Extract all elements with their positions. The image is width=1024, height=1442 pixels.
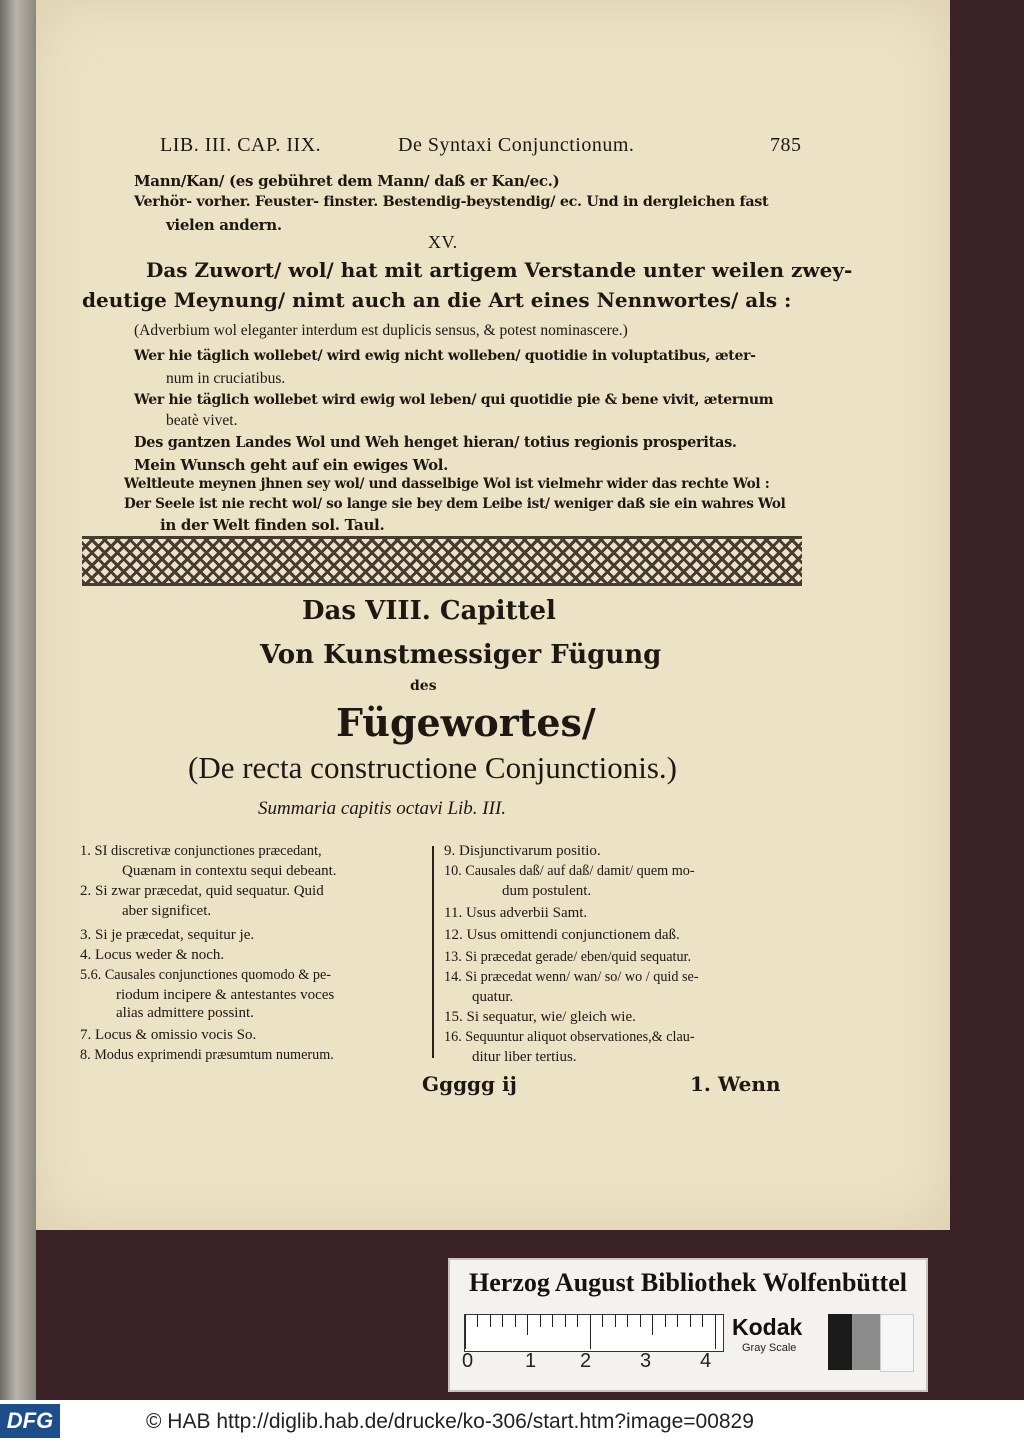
gray-scale-label: Gray Scale [742,1342,797,1354]
toc-left-item: riodum incipere & antestantes voces [116,987,335,1003]
dfg-logo[interactable]: DFG [0,1404,60,1438]
toc-right-item: 16. Sequuntur aliquot observationes,& clau- [444,1029,695,1045]
toc-left-item: 5.6. Causales conjunctiones quomodo & pe- [80,967,331,983]
book-page [36,0,950,1230]
copyright-link[interactable]: © HAB http://diglib.hab.de/drucke/ko-306/start.htm?image=00829 [146,1410,754,1433]
example-line: Weltleute meynen jhnen sey wol/ und dasselbige Wol ist vielmehr wider das rechte Wol : [124,476,770,492]
section-paragraph-line: Das Zuwort/ wol/ hat mit artigem Verstande unter weilen zwey- [146,258,853,282]
example-line: num in cruciatibus. [166,370,286,387]
measuring-ruler [464,1314,724,1352]
toc-right-item: ditur liber tertius. [472,1049,577,1065]
toc-right-item: 12. Usus omittendi conjunctionem daß. [444,927,680,943]
ruler-number: 1 [525,1350,537,1372]
catchword: 1. Wenn [690,1072,781,1096]
chapter-title: Das VIII. Capittel [302,596,556,626]
example-line: Wer hie täglich wollebet wird ewig wol leben/ qui quotidie pie & bene vivit, æternum [134,392,774,408]
section-numeral: XV. [428,232,458,252]
example-line: beatè vivet. [166,412,238,429]
toc-right-item: 9. Disjunctivarum positio. [444,843,601,859]
text-line: vielen andern. [166,216,282,234]
library-color-card [448,1258,928,1392]
chapter-subtitle: Von Kunstmessiger Fügung [260,640,662,670]
toc-right-item: 14. Si præcedat wenn/ wan/ so/ wo / quid se- [444,969,699,985]
text-line: Mann/Kan/ (es gebühret dem Mann/ daß er Kan/ec.) [134,172,560,190]
toc-right-item: quatur. [472,989,514,1005]
ruler-number: 2 [580,1350,592,1372]
ornamental-border [82,536,802,586]
chapter-connector: des [410,678,437,694]
toc-left-item: 8. Modus exprimendi præsumtum numerum. [80,1047,334,1063]
ruler-number: 0 [462,1350,474,1372]
gray-patch-mid [852,1314,880,1370]
toc-left-item: 1. SI discretivæ conjunctiones præcedant, [80,843,322,859]
toc-left-item: 2. Si zwar præcedat, quid sequatur. Quid [80,883,324,899]
toc-left-item: 4. Locus weder & noch. [80,947,225,963]
running-head-left: LIB. III. CAP. IIX. [160,134,322,156]
chapter-summary-heading: Summaria capitis octavi Lib. III. [258,798,507,819]
signature-mark: Ggggg ij [422,1072,517,1096]
book-edge [0,0,36,1400]
toc-left-item: 7. Locus & omissio vocis So. [80,1027,257,1043]
toc-right-item: 11. Usus adverbii Samt. [444,905,588,921]
section-paragraph-line: deutige Meynung/ nimt auch an die Art eines Nennwortes/ als : [82,288,792,312]
gray-patch-light [880,1314,914,1372]
example-line: Wer hie täglich wollebet/ wird ewig nicht wolleben/ quotidie in voluptatibus, æter- [134,348,756,364]
toc-right-item: 10. Causales daß/ auf daß/ damit/ quem mo- [444,863,695,879]
chapter-main-word: Fügewortes/ [336,700,596,745]
chapter-latin-title: (De recta constructione Conjunctionis.) [188,750,677,785]
toc-right-item: 15. Si sequatur, wie/ gleich wie. [444,1009,636,1025]
toc-left-item: alias admittere possint. [116,1005,254,1021]
latin-note: (Adverbium wol eleganter interdum est duplicis sensus, & potest nominascere.) [134,322,628,339]
library-name: Herzog August Bibliothek Wolfenbüttel [469,1268,907,1297]
toc-left-item: aber significet. [122,903,212,919]
background-margin [950,0,1024,1400]
example-line: Mein Wunsch geht auf ein ewiges Wol. [134,456,449,474]
text-line: Verhör- vorher. Feuster- finster. Bestendig-beystendig/ ec. Und in dergleichen fast [134,194,769,210]
example-line: Der Seele ist nie recht wol/ so lange sie bey dem Leibe ist/ weniger daß sie ein wahres Wol [124,496,786,512]
page-number: 785 [770,134,802,156]
toc-right-item: 13. Si præcedat gerade/ eben/quid sequatur. [444,949,692,965]
toc-left-item: 3. Si je præcedat, sequitur je. [80,927,255,943]
ruler-number: 4 [700,1350,712,1372]
kodak-logo: Kodak [732,1314,803,1340]
example-line: Des gantzen Landes Wol und Weh henget hieran/ totius regionis prosperitas. [134,434,737,451]
gray-patch-dark [828,1314,852,1370]
ruler-number: 3 [640,1350,652,1372]
example-line: in der Welt finden sol. Taul. [160,516,385,534]
toc-right-item: dum postulent. [502,883,592,899]
column-divider [432,846,434,1058]
running-head-title: De Syntaxi Conjunctionum. [398,134,635,156]
toc-left-item: Quænam in contextu sequi debeant. [122,863,337,879]
